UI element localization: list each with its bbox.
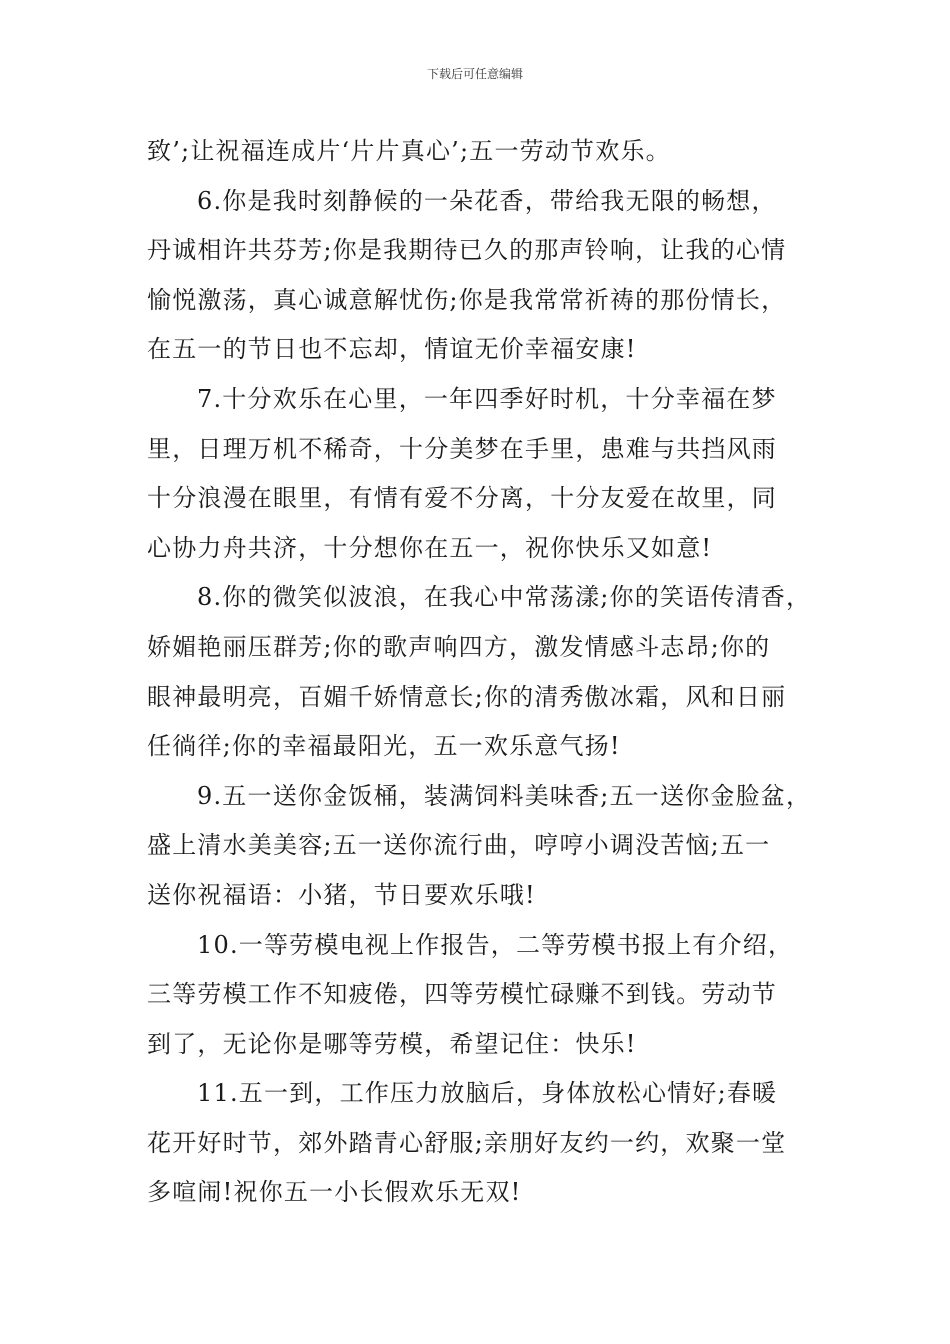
- paragraph-item-9: [147, 772, 819, 921]
- paragraph-item-7: [147, 375, 819, 573]
- text-line: 送你祝福语：小猪，节日要欢乐哦!: [147, 880, 536, 909]
- text-line: 眼神最明亮，百媚千娇情意长;你的清秀傲冰霜，风和日丽: [147, 682, 787, 711]
- text-line: 心协力舟共济，十分想你在五一，祝你快乐又如意!: [147, 533, 713, 562]
- text-line: 丹诚相许共芬芳;你是我期待已久的那声铃响，让我的心情: [147, 236, 787, 265]
- text-line: 愉悦激荡，真心诚意解忧伤;你是我常常祈祷的那份情长，: [147, 285, 787, 314]
- text-line: 10.一等劳模电视上作报告，二等劳模书报上有介绍，: [197, 930, 794, 959]
- paragraph-item-11: [147, 1069, 819, 1218]
- text-line: 11.五一到，工作压力放脑后，身体放松心情好;春暖: [197, 1079, 778, 1108]
- text-line: 致’;让祝福连成片‘片片真心’;五一劳动节欢乐。: [147, 137, 671, 165]
- text-line: 7.十分欢乐在心里，一年四季好时机，十分幸福在梦: [197, 384, 777, 413]
- paragraph-item-6: [147, 177, 819, 375]
- text-line: 在五一的节日也不忘却，情谊无价幸福安康!: [147, 335, 637, 364]
- text-line: 6.你是我时刻静候的一朵花香，带给我无限的畅想，: [197, 186, 777, 215]
- text-line: 到了，无论你是哪等劳模，希望记住：快乐!: [147, 1029, 637, 1058]
- text-line: 娇媚艳丽压群芳;你的歌声响四方，激发情感斗志昂;你的: [147, 632, 771, 661]
- text-line: 十分浪漫在眼里，有情有爱不分离，十分友爱在故里，同: [147, 484, 777, 513]
- paragraph-item-10: [147, 921, 819, 1070]
- text-line: 多喧闹!祝你五一小长假欢乐无双!: [147, 1178, 522, 1207]
- document-body: [147, 127, 819, 1218]
- paragraph-continuation: [147, 127, 819, 177]
- page-header: 下载后可任意编辑: [426, 67, 523, 81]
- text-line: 盛上清水美美容;五一送你流行曲，哼哼小调没苦恼;五一: [147, 831, 771, 860]
- text-line: 8.你的微笑似波浪，在我心中常荡漾;你的笑语传清香，: [197, 583, 812, 612]
- paragraph-item-8: [147, 573, 819, 771]
- text-line: 里，日理万机不稀奇，十分美梦在手里，患难与共挡风雨: [147, 434, 777, 463]
- text-line: 9.五一送你金饭桶，装满饲料美味香;五一送你金脸盆，: [197, 781, 812, 810]
- text-line: 任徜徉;你的幸福最阳光，五一欢乐意气扬!: [147, 732, 621, 761]
- text-line: 三等劳模工作不知疲倦，四等劳模忙碌赚不到钱。劳动节: [147, 980, 777, 1009]
- text-line: 花开好时节，郊外踏青心舒服;亲朋好友约一约，欢聚一堂: [147, 1128, 787, 1157]
